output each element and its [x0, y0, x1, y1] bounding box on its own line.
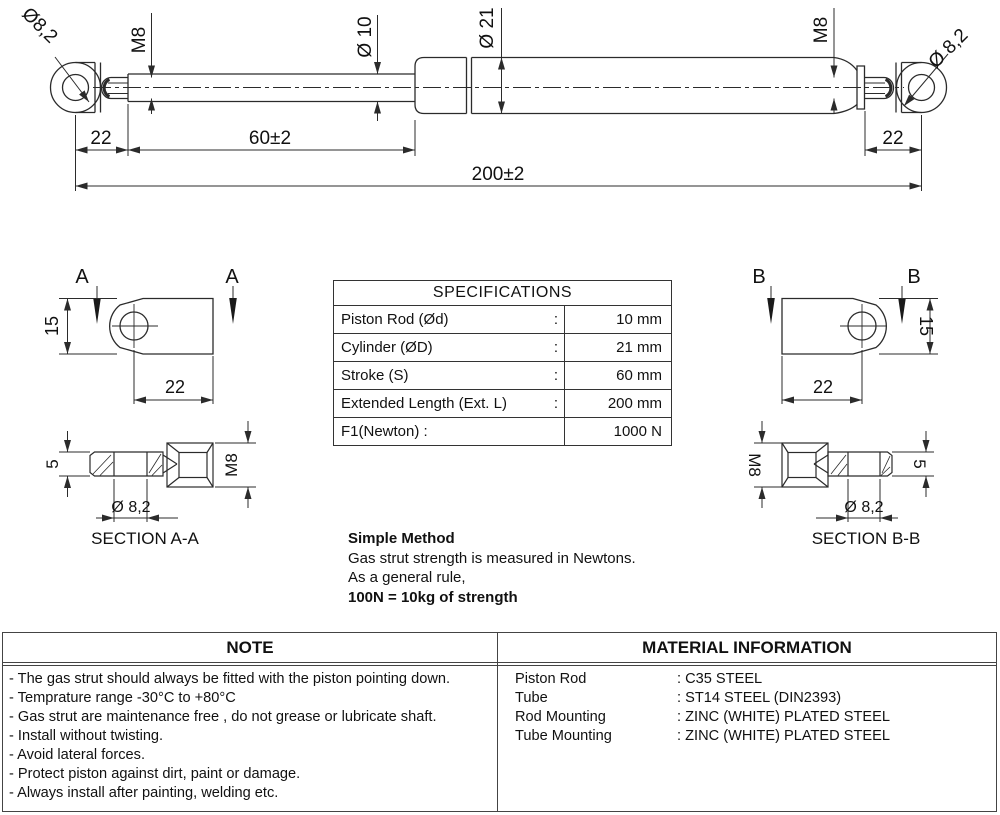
specifications-table	[333, 280, 672, 446]
note-item: - The gas strut should always be fitted with the piston pointing down.	[9, 671, 451, 687]
material-info-title: MATERIAL INFORMATION	[498, 633, 996, 663]
section-b-eye-width: 22	[812, 377, 834, 397]
material-value: : ZINC (WHITE) PLATED STEEL	[677, 728, 890, 744]
section-b-marker-2: B	[907, 266, 921, 288]
dim-label-cyl-dia: Ø 21	[477, 7, 498, 49]
note-item: - Always install after painting, welding etc.	[9, 785, 279, 801]
note-title: NOTE	[3, 633, 497, 663]
section-bb-thread: M8	[745, 453, 764, 477]
simple-method-line1: Gas strut strength is measured in Newtons.	[348, 549, 636, 567]
spec-label: Piston Rod (Ød)	[341, 311, 449, 328]
spec-colon: :	[553, 311, 558, 328]
dim-label-len-total: 200±2	[471, 164, 525, 185]
spec-label: F1(Newton) :	[341, 423, 428, 440]
material-label: Tube Mounting	[515, 728, 612, 744]
section-aa-hole-dia: Ø 8,2	[111, 499, 151, 516]
section-a-cut-arrow-1	[93, 298, 101, 324]
section-b-cut-arrow-2	[898, 298, 906, 324]
spec-value: 60 mm	[616, 367, 662, 384]
section-b-view	[752, 266, 938, 404]
section-a-view	[42, 266, 239, 404]
section-b-b-cut	[745, 421, 934, 548]
simple-method-line2: As a general rule,	[348, 569, 466, 586]
specifications-title: SPECIFICATIONS	[334, 281, 671, 306]
spec-value: 1000 N	[613, 423, 662, 440]
material-row-piston-rod	[515, 670, 992, 689]
section-a-a-cut	[43, 421, 256, 548]
cylinder-body	[472, 58, 835, 114]
material-row-tube	[515, 689, 992, 708]
dim-label-eye-left-dia: Ø8,2	[17, 3, 62, 48]
spec-row-f1-newton	[334, 418, 671, 445]
spec-value: 200 mm	[607, 395, 662, 412]
spec-colon: :	[553, 367, 558, 384]
spec-row-stroke	[334, 362, 671, 390]
strut-outline	[51, 58, 947, 114]
section-aa-thread: M8	[222, 453, 241, 477]
note-item: - Avoid lateral forces.	[9, 747, 146, 763]
section-b-cut-arrow-1	[767, 298, 775, 324]
section-a-cut-arrow-2	[229, 298, 237, 324]
spec-value: 10 mm	[616, 311, 662, 328]
section-bb-title: SECTION B-B	[811, 529, 921, 548]
section-aa-pin-height: 5	[43, 459, 62, 469]
note-table	[3, 633, 498, 811]
spec-row-extended-length	[334, 390, 671, 418]
dim-label-len-left: 22	[90, 128, 112, 149]
material-label: Rod Mounting	[515, 709, 606, 725]
spec-colon: :	[553, 395, 558, 412]
bottom-info-tables	[2, 632, 997, 812]
cylinder-cap	[415, 58, 467, 114]
section-b-marker-1: B	[752, 266, 766, 288]
section-a-eye-height: 15	[42, 315, 62, 337]
section-bb-hole-dia: Ø 8,2	[844, 499, 884, 516]
spec-label: Stroke (S)	[341, 367, 409, 384]
material-value: : ZINC (WHITE) PLATED STEEL	[677, 709, 890, 725]
dim-label-thread-left: M8	[129, 26, 150, 54]
dim-label-thread-right: M8	[811, 16, 832, 44]
section-aa-title: SECTION A-A	[91, 529, 199, 548]
spec-colon: :	[553, 339, 558, 356]
note-item: - Gas strut are maintenance free , do not grease or lubricate shaft.	[9, 709, 437, 725]
simple-method-title: Simple Method	[348, 530, 455, 547]
note-item: - Temprature range -30°C to +80°C	[9, 690, 236, 706]
dim-label-len-right: 22	[882, 128, 904, 149]
spec-label: Extended Length (Ext. L)	[341, 395, 507, 412]
section-a-marker-2: A	[225, 266, 239, 288]
section-a-marker-1: A	[75, 266, 89, 288]
spec-value: 21 mm	[616, 339, 662, 356]
simple-method-note	[348, 529, 678, 607]
spec-row-cylinder	[334, 334, 671, 362]
material-row-rod-mounting	[515, 708, 992, 727]
note-item: - Install without twisting.	[9, 728, 164, 744]
simple-method-line3: 100N = 10kg of strength	[348, 588, 518, 606]
material-label: Tube	[515, 690, 548, 706]
section-a-eye-width: 22	[164, 377, 186, 397]
note-item: - Protect piston against dirt, paint or damage.	[9, 766, 301, 782]
section-b-eye-height: 15	[916, 315, 936, 337]
spec-row-piston-rod	[334, 306, 671, 334]
material-value: : ST14 STEEL (DIN2393)	[677, 690, 842, 706]
dim-label-len-stroke: 60±2	[248, 128, 292, 149]
material-value: : C35 STEEL	[677, 671, 763, 687]
material-label: Piston Rod	[515, 671, 587, 687]
dim-label-eye-right-dia: Ø 8,2	[924, 24, 973, 73]
material-row-tube-mounting	[515, 727, 992, 746]
material-info-table	[498, 633, 996, 811]
spec-label: Cylinder (ØD)	[341, 339, 433, 356]
dim-label-rod-dia: Ø 10	[355, 16, 376, 58]
section-bb-pin-height: 5	[910, 459, 929, 469]
